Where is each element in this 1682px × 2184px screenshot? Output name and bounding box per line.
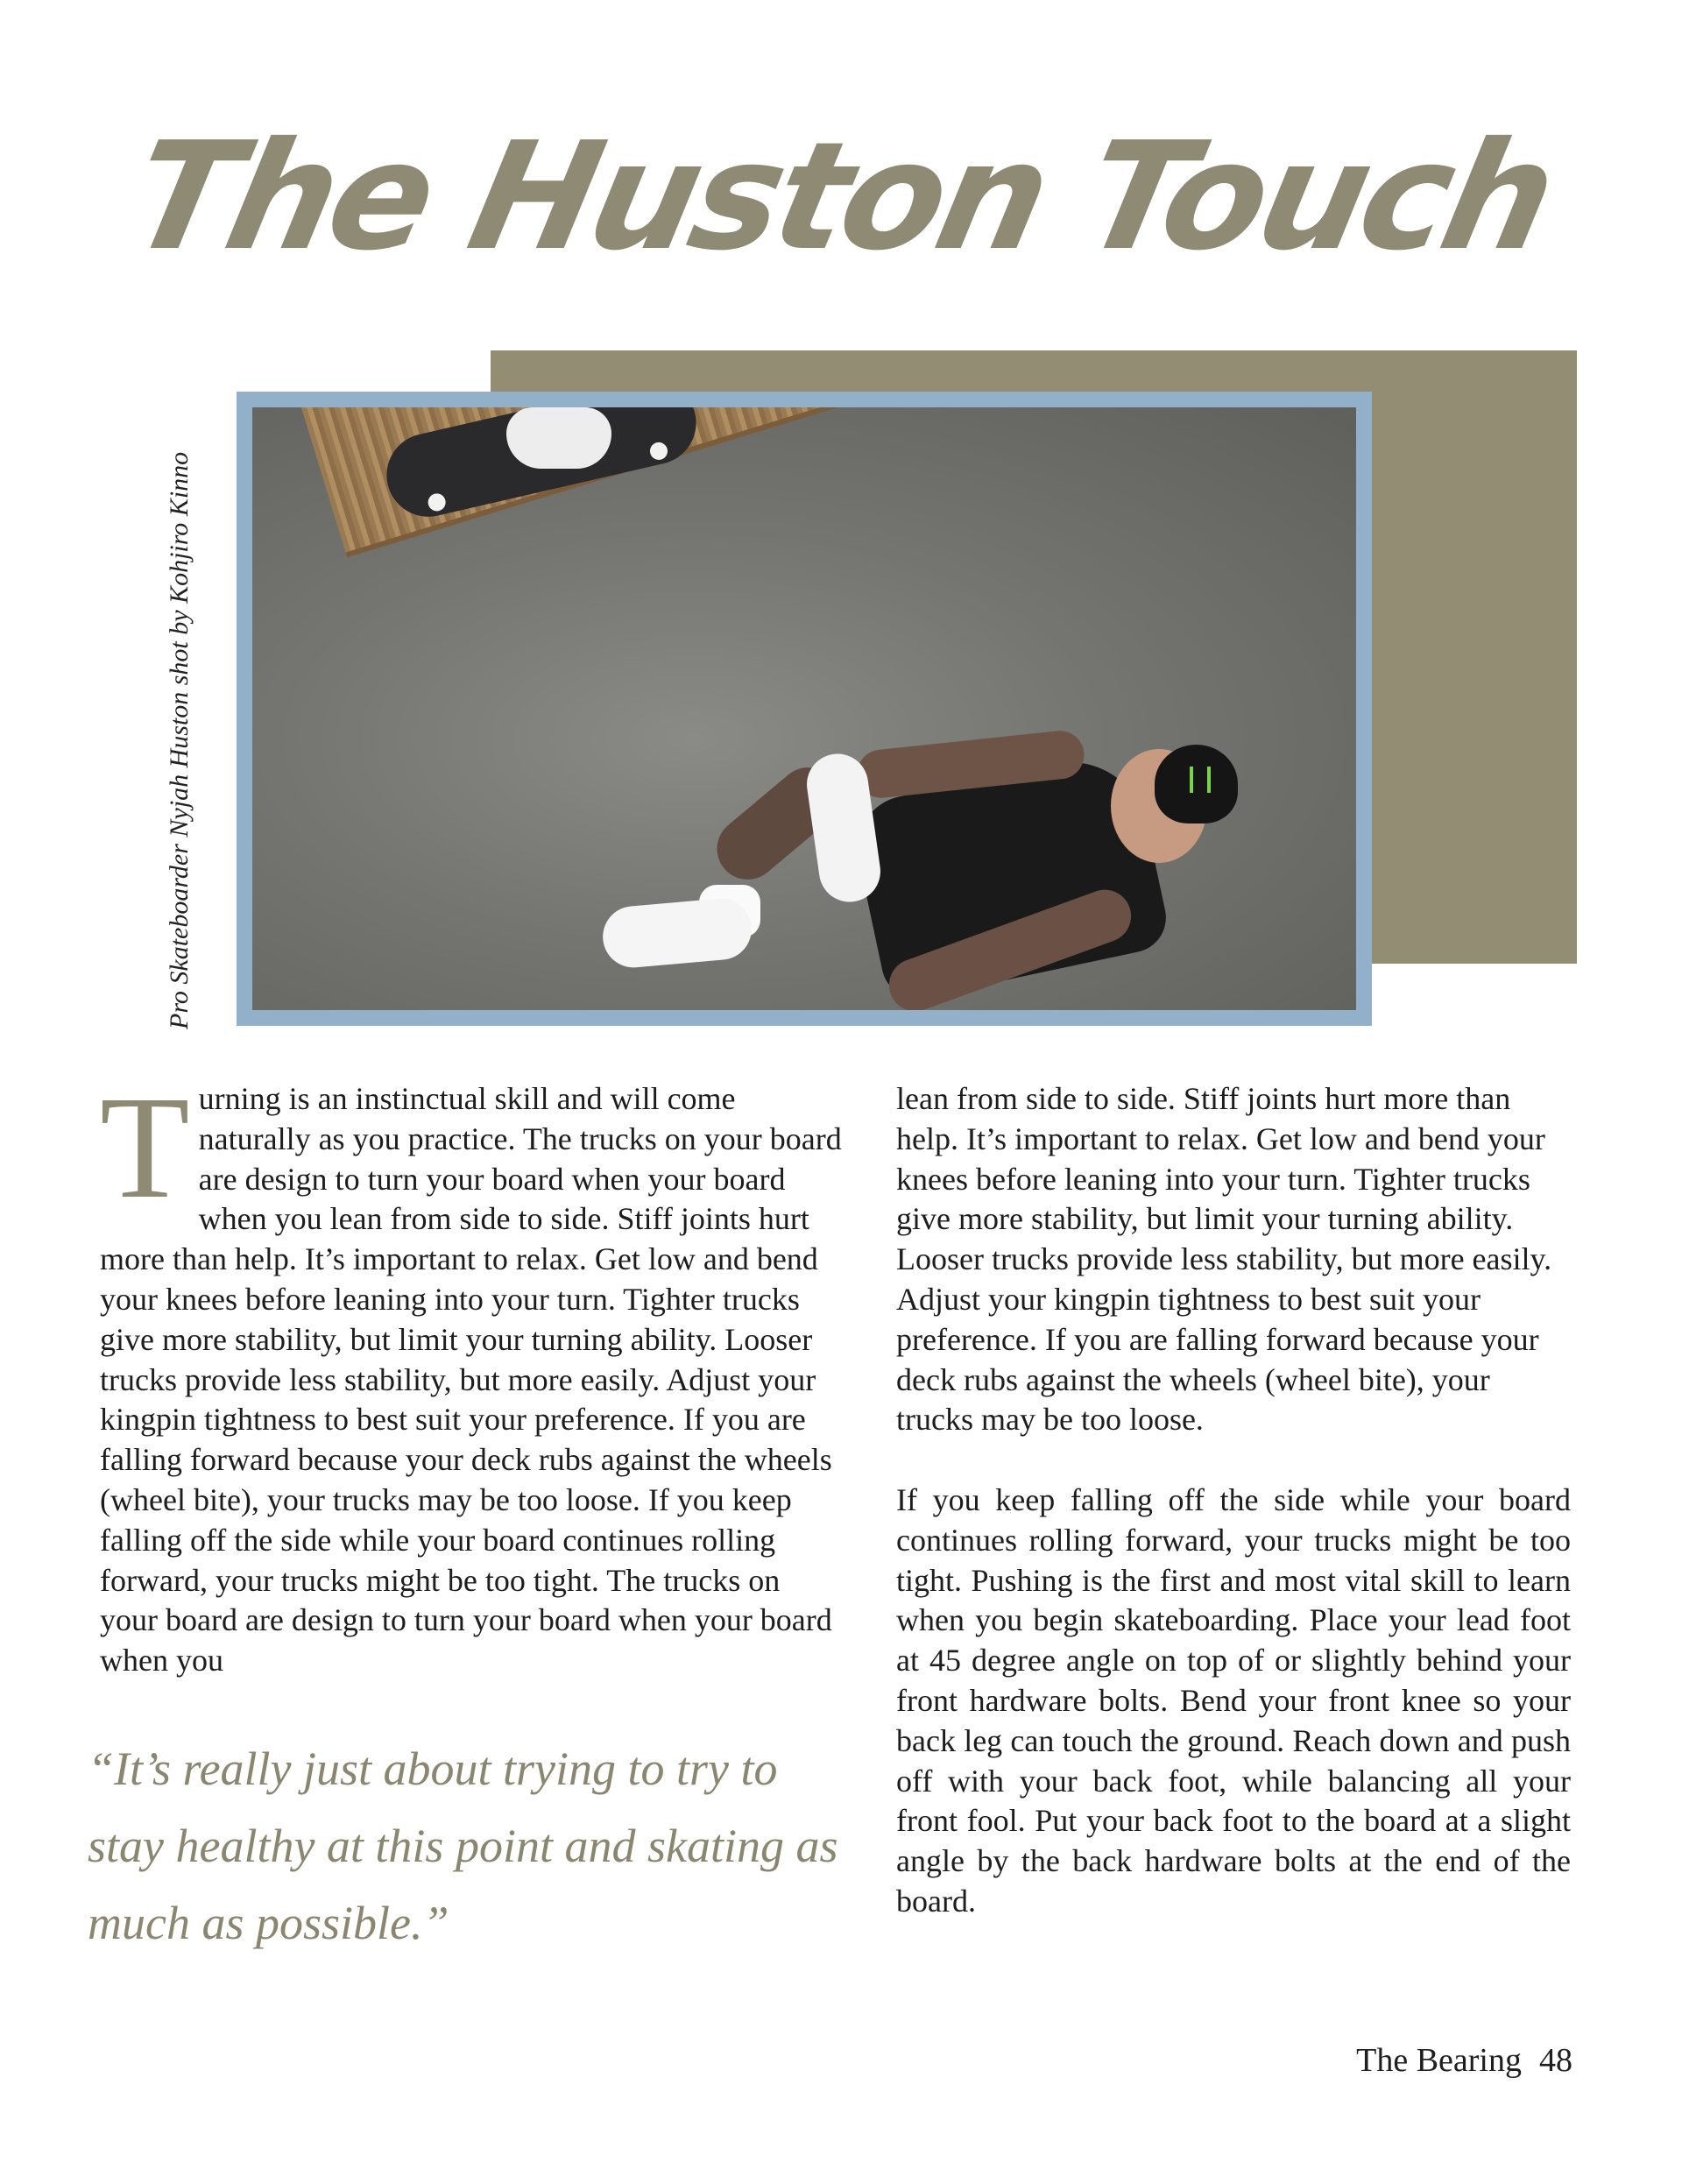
page-title: The Huston Touch (117, 110, 1565, 284)
article-text-left: urning is an instinctual skill and will come naturally as you practice. The trucks on your board are design to turn your board when your board when you lean from side to side. Stiff joints hurt more than help. It’s important to relax. Get low and bend your knees before leaning into your turn. Tighter trucks give more stability, but limit your turning ability. Looser trucks provide less stability, but more easily. Adjust your kingpin tightness to best suit your preference. If you are falling forward because your deck rubs against the wheels (wheel bite), your trucks may be too loose. If you keep falling off the side while your board continues rolling forward, your trucks might be too tight. The trucks on your board are design to turn your board when your board when you (100, 1081, 842, 1679)
cap-logo-icon (1190, 767, 1211, 793)
page-footer (1356, 2041, 1572, 2080)
pull-quote: “It’s really just about trying to try to stay healthy at this point and skating as much as possible.” (88, 1742, 838, 1949)
page-number: 48 (1539, 2042, 1572, 2079)
article-paragraph (100, 1066, 845, 1681)
photo-frame (237, 392, 1372, 1026)
drop-cap: T (100, 1066, 190, 1229)
shoe-on-board-shape (506, 407, 611, 469)
skater-photo-icon (252, 407, 1356, 1010)
photo-caption: Pro Skateboarder Nyjah Huston shot by Kohjiro Kinno (165, 451, 194, 1029)
article-column-right (896, 1079, 1571, 1922)
sneaker-shape (600, 896, 753, 971)
article-column-left (100, 1066, 845, 1681)
publication-name: The Bearing (1356, 2042, 1522, 2079)
article-paragraph: lean from side to side. Stiff joints hurt more than help. It’s important to relax. Get low and bend your knees before leaning into your turn. Tighter trucks give more stability, but limit your turning ability. Looser trucks provide less stability, but more easily. Adjust your kingpin tightness to best suit your preference. If you are falling forward because your deck rubs against the wheels (wheel bite), your trucks may be too loose. (896, 1081, 1552, 1438)
article-paragraph: If you keep falling off the side while your board continues rolling forward, your trucks might be too tight. Pushing is the first and most vital skill to learn when you begin skateboarding. Place your lead foot at 45 degree angle on top of or slightly behind your front hardware bolts. Bend your front knee so your back leg can touch the ground. Reach down and push off with your back foot, while balancing all your front fool. Put your back foot to the board at a slight angle by the back hardware bolts at the end of the board. (896, 1481, 1571, 1919)
